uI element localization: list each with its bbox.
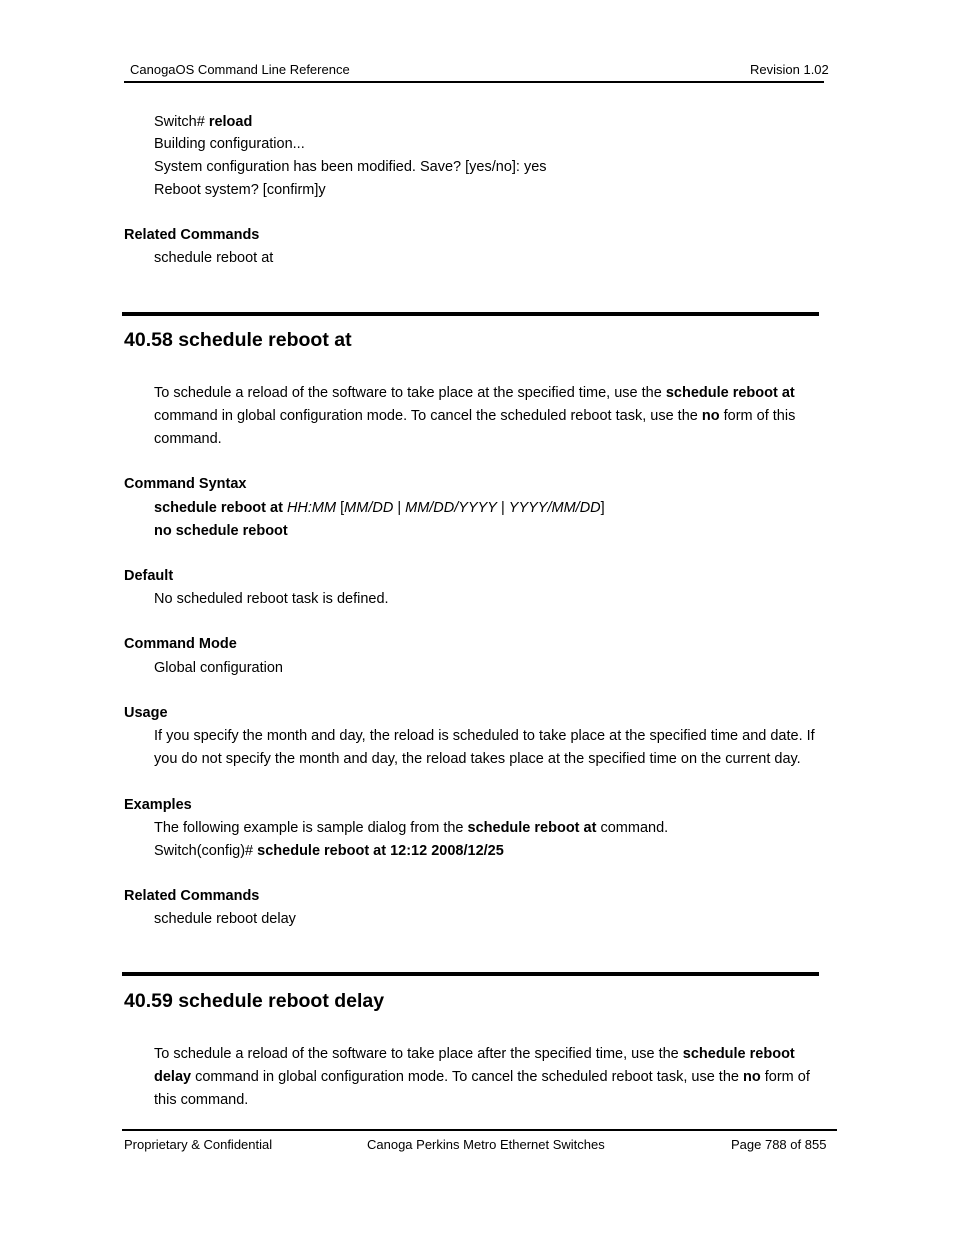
footer-page-number: Page 788 of 855: [731, 1137, 827, 1152]
example-line: Reboot system? [confirm]y: [154, 182, 326, 198]
footer-product: Canoga Perkins Metro Ethernet Switches: [367, 1137, 605, 1152]
example-line: Building configuration...: [154, 136, 305, 152]
example-line-reload: [154, 111, 252, 134]
related-commands-heading: Related Commands: [124, 888, 260, 904]
related-command-item: schedule reboot delay: [154, 911, 296, 927]
footer-confidential: Proprietary & Confidential: [124, 1137, 273, 1152]
section-intro: To schedule a reload of the software to take place after the specified time, use the schedule reboot delay command in global configuration mode. To cancel the scheduled reboot task, use the no form of this command.: [154, 1046, 810, 1108]
footer-rule: [122, 1129, 837, 1131]
related-command-item: schedule reboot at: [154, 250, 274, 266]
default-value: No scheduled reboot task is defined.: [154, 591, 389, 607]
section-rule: [122, 972, 819, 976]
usage-heading: Usage: [124, 705, 168, 721]
header-rule: [124, 81, 824, 83]
default-heading: Default: [124, 568, 174, 584]
examples-description: The following example is sample dialog from the schedule reboot at command.: [154, 820, 669, 836]
section-title: 40.58 schedule reboot at: [124, 329, 352, 351]
command-syntax-heading: Command Syntax: [124, 476, 247, 492]
example-line: System configuration has been modified. Save? [yes/no]: yes: [154, 159, 547, 175]
related-commands-heading: Related Commands: [124, 227, 260, 243]
command-mode-value: Global configuration: [154, 660, 283, 676]
example-command: reload: [208, 114, 253, 130]
examples-command-line: Switch(config)# schedule reboot at 12:12 2008/12/25: [154, 843, 504, 859]
usage-text: If you specify the month and day, the reload is scheduled to take place at the specified time and date. If you do not specify the month and day, the reload takes place at the specified time on the current day.: [154, 728, 815, 767]
syntax-line-no-form: no schedule reboot: [154, 523, 288, 539]
section-rule: [122, 312, 819, 316]
section-title: 40.59 schedule reboot delay: [124, 990, 385, 1012]
command-mode-heading: Command Mode: [124, 636, 237, 652]
syntax-line: schedule reboot at HH:MM [MM/DD | MM/DD/YYYY | YYYY/MM/DD]: [154, 500, 605, 516]
examples-heading: Examples: [124, 797, 192, 813]
section-intro: To schedule a reload of the software to take place at the specified time, use the schedule reboot at command in global configuration mode. To cancel the scheduled reboot task, use the no form of this command.: [154, 385, 796, 447]
example-prompt: Switch#: [154, 114, 209, 130]
header-title: CanogaOS Command Line Reference: [130, 62, 350, 77]
header-revision: Revision 1.02: [750, 62, 829, 77]
